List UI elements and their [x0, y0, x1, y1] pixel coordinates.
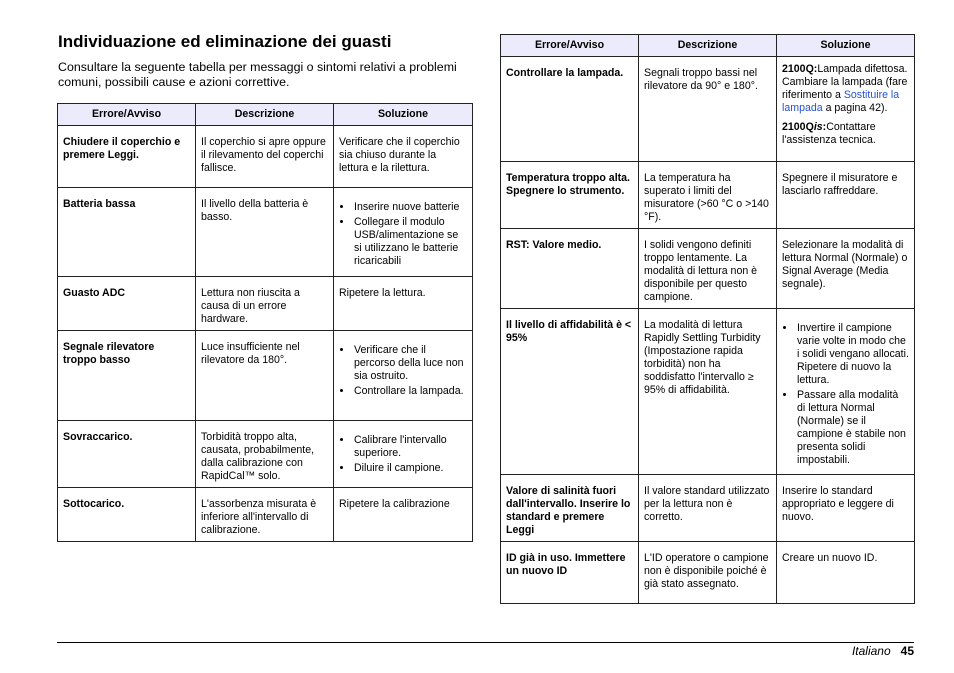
solution-cell: Spegnere il misuratore e lasciarlo raffreddare.	[777, 162, 915, 229]
table-header-row	[58, 104, 473, 126]
intro-paragraph: Consultare la seguente tabella per messaggi o sintomi relativi a problemi comuni, possibili cause e azioni correttive.	[58, 60, 457, 89]
solution-bullet: • Passare alla modalità di lettura Normal (Normale) se il campione è stabile non presenta solidi impostabili.	[796, 389, 909, 467]
solution-cell: Creare un nuovo ID.	[777, 542, 915, 604]
table-row	[58, 488, 473, 542]
error-cell: Temperatura troppo alta. Spegnere lo strumento.	[501, 162, 639, 229]
error-cell: Valore di salinità fuori dall'intervallo. Inserire lo standard e premere Leggi	[501, 475, 639, 542]
description-cell: Luce insufficiente nel rilevatore da 180°.	[196, 331, 334, 421]
header-error: Errore/Avviso	[58, 104, 196, 126]
description-cell: I solidi vengono definiti troppo lentamente. La modalità di lettura non è disponibile per questo campione.	[639, 229, 777, 309]
error-cell: Guasto ADC	[58, 277, 196, 331]
header-solution: Soluzione	[334, 104, 473, 126]
solution-bullet: • Inserire nuove batterie	[353, 201, 467, 214]
solution-bullet: • Calibrare l'intervallo superiore.	[353, 434, 467, 460]
description-cell: Il valore standard utilizzato per la lettura non è corretto.	[639, 475, 777, 542]
solution-cell: Ripetere la lettura.	[334, 277, 473, 331]
description-cell: Il coperchio si apre oppure il rilevamento del coperchi fallisce.	[196, 126, 334, 188]
solution-cell: Selezionare la modalità di lettura Normal (Normale) o Signal Average (Media segnale).	[777, 229, 915, 309]
description-cell: L'ID operatore o campione non è disponibile poiché è già stato assegnato.	[639, 542, 777, 604]
description-cell: Lettura non riuscita a causa di un errore hardware.	[196, 277, 334, 331]
solution-bullet: • Verificare che il percorso della luce non sia ostruito.	[353, 344, 467, 383]
footer-divider	[57, 642, 914, 643]
page-title: Individuazione ed eliminazione dei guasti	[58, 32, 392, 51]
table-row	[501, 475, 915, 542]
error-cell: Segnale rilevatore troppo basso	[58, 331, 196, 421]
table-row	[501, 162, 915, 229]
solution-bullet: • Collegare il modulo USB/alimentazione se si utilizzano le batterie ricaricabili	[353, 216, 467, 268]
solution-cell	[777, 309, 915, 475]
table-row	[58, 126, 473, 188]
error-cell: Controllare la lampada.	[501, 57, 639, 162]
error-cell: Sottocarico.	[58, 488, 196, 542]
solution-cell	[334, 331, 473, 421]
description-cell: Torbidità troppo alta, causata, probabilmente, dalla calibrazione con RapidCal™ solo.	[196, 421, 334, 488]
description-cell: L'assorbenza misurata è inferiore all'intervallo di calibrazione.	[196, 488, 334, 542]
solution-2100qis: 2100Qis:Contattare l'assistenza tecnica.	[782, 121, 876, 146]
error-cell: Sovraccarico.	[58, 421, 196, 488]
solution-cell: Inserire lo standard appropriato e leggere di nuovo.	[777, 475, 915, 542]
solution-cell	[334, 421, 473, 488]
table-header-row	[501, 35, 915, 57]
table-row	[501, 542, 915, 604]
table-row	[501, 57, 915, 162]
solution-cell	[777, 57, 915, 162]
table-row	[58, 421, 473, 488]
description-cell: Segnali troppo bassi nel rilevatore da 90° e 180°.	[639, 57, 777, 162]
description-cell: La temperatura ha superato i limiti del misuratore (>60 °C o >140 °F).	[639, 162, 777, 229]
error-cell: RST: Valore medio.	[501, 229, 639, 309]
troubleshooting-table-right	[500, 34, 915, 604]
solution-cell: Ripetere la calibrazione	[334, 488, 473, 542]
error-cell: Batteria bassa	[58, 188, 196, 277]
solution-2100q: 2100Q:Lampada difettosa. Cambiare la lampada (fare riferimento a Sostituire la lampada a pagina 42).	[782, 63, 908, 114]
solution-bullet: • Invertire il campione varie volte in modo che i solidi vengano allocati. Ripetere di nuovo la lettura.	[796, 322, 909, 387]
table-row	[58, 277, 473, 331]
troubleshooting-table-left	[57, 103, 473, 542]
description-cell: La modalità di lettura Rapidly Settling Turbidity (Impostazione rapida torbidità) non ha soddisfatto l'intervallo ≥ 95% di affidabilità.	[639, 309, 777, 475]
solution-bullet: • Diluire il campione.	[353, 462, 467, 475]
table-row	[58, 188, 473, 277]
replace-lamp-link[interactable]: Sostituire la lampada	[782, 89, 900, 114]
table-row	[501, 309, 915, 475]
header-description: Descrizione	[639, 35, 777, 57]
header-solution: Soluzione	[777, 35, 915, 57]
error-cell: ID già in uso. Immettere un nuovo ID	[501, 542, 639, 604]
model-label: 2100Q:	[782, 63, 818, 75]
page-footer	[852, 644, 914, 658]
solution-cell: Verificare che il coperchio sia chiuso durante la lettura e la rilettura.	[334, 126, 473, 188]
error-cell: Chiudere il coperchio e premere Leggi.	[58, 126, 196, 188]
description-cell: Il livello della batteria è basso.	[196, 188, 334, 277]
table-row	[501, 229, 915, 309]
header-description: Descrizione	[196, 104, 334, 126]
solution-bullet: • Controllare la lampada.	[353, 385, 467, 398]
error-cell: Il livello di affidabilità è < 95%	[501, 309, 639, 475]
table-row	[58, 331, 473, 421]
solution-cell	[334, 188, 473, 277]
page-number: 45	[900, 644, 914, 658]
header-error: Errore/Avviso	[501, 35, 639, 57]
model-label: 2100Qis:	[782, 121, 827, 133]
footer-language: Italiano	[851, 644, 891, 658]
